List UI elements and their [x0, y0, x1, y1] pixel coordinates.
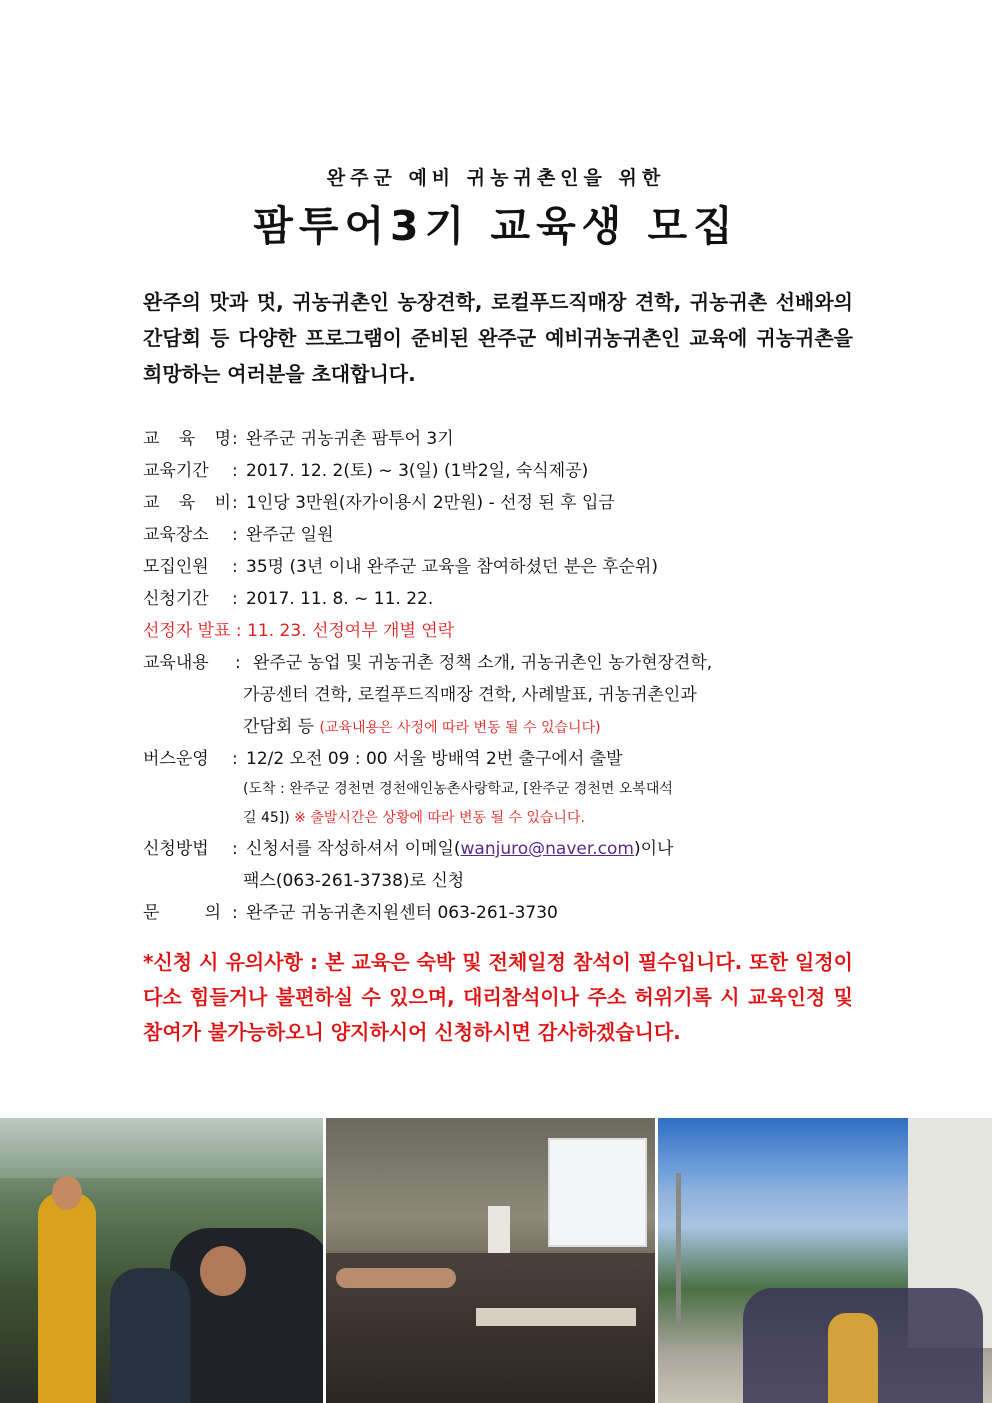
email-link[interactable]: wanjuro@naver.com [460, 839, 634, 859]
info-row-place: 교육장소 : 완주군 일원 [143, 519, 883, 551]
bus-note-2: 길 45]) ※ 출발시간은 상황에 따라 변동 될 수 있습니다. [243, 810, 585, 826]
warning-notice: *신청 시 유의사항 : 본 교육은 숙박 및 전체일정 참석이 필수입니다. 또한 일정이 다소 힘들거나 불편하실 수 있으며, 대리참석이나 주소 허위기록 시 교육인정 및 참여가 불가능하오니 양지하시어 신청하시면 감사하겠습니다. [143, 950, 853, 1044]
info-label-recruit: 모집인원 [143, 557, 209, 577]
info-label-name: 교 육 명 [143, 429, 231, 449]
info-row-contact: 문 의 : 완주군 귀농귀촌지원센터 063-261-3730 [143, 897, 883, 929]
info-value-place: 완주군 일원 [246, 525, 334, 545]
info-label-fee: 교 육 비 [143, 493, 231, 513]
info-row-recruit: 모집인원 : 35명 (3년 이내 완주군 교육을 참여하셨던 분은 후순위) [143, 551, 883, 583]
photo-greenhouse-tour [0, 1118, 323, 1403]
content-note: (교육내용은 사정에 따라 변동 될 수 있습니다) [319, 720, 601, 736]
intro-paragraph: 완주의 맛과 멋, 귀농귀촌인 농장견학, 로컬푸드직매장 견학, 귀농귀촌 선배와의 간담회 등 다양한 프로그램이 준비된 완주군 예비귀농귀촌인 교육에 귀농귀촌을 희망하는 여러분을 초대합니다. [143, 290, 853, 386]
info-value-fee: 1인당 3만원(자가이용시 2만원) - 선정 된 후 입금 [246, 493, 615, 513]
info-label-method: 신청방법 [143, 839, 209, 859]
info-value-bus: 12/2 오전 09 : 00 서울 방배역 2번 출구에서 출발 [246, 749, 623, 769]
info-row-announce: 선정자 발표 : 11. 23. 선정여부 개별 연락 [143, 621, 455, 641]
photo-strip [0, 1118, 992, 1403]
bus-note-1: (도착 : 완주군 경천면 경천애인농촌사랑학교, [완주군 경천면 오복대석 [243, 781, 673, 797]
info-row-fee: 교 육 비 : 1인당 3만원(자가이용시 2만원) - 선정 된 후 입금 [143, 487, 883, 519]
info-row-method: 신청방법 : 신청서를 작성하셔서 이메일(wanjuro@naver.com)이나 [143, 833, 883, 865]
info-row-name: 교 육 명 : 완주군 귀농귀촌 팜투어 3기 [143, 423, 883, 455]
info-value-content-3: 간담회 등 (교육내용은 사정에 따라 변동 될 수 있습니다) [243, 717, 601, 737]
info-row-period: 교육기간 : 2017. 12. 2(토) ~ 3(일) (1박2일, 숙식제공) [143, 455, 883, 487]
subtitle: 완주군 예비 귀농귀촌인을 위한 [326, 167, 666, 189]
bus-time-note: ※ 출발시간은 상황에 따라 변동 될 수 있습니다. [294, 810, 585, 826]
info-value-announce: 11. 23. 선정여부 개별 연락 [247, 621, 455, 641]
info-label-period: 교육기간 [143, 461, 209, 481]
info-value-name: 완주군 귀농귀촌 팜투어 3기 [246, 429, 454, 449]
info-label-place: 교육장소 [143, 525, 209, 545]
info-value-method-2: 팩스(063-261-3738)로 신청 [243, 871, 465, 891]
info-label-bus: 버스운영 [143, 749, 209, 769]
info-label-content: 교육내용 [143, 653, 209, 673]
photo-lecture-hall [326, 1118, 655, 1403]
info-value-apply-period: 2017. 11. 8. ~ 11. 22. [246, 589, 434, 609]
info-value-contact: 완주군 귀농귀촌지원센터 063-261-3730 [246, 903, 558, 923]
info-row-bus: 버스운영 : 12/2 오전 09 : 00 서울 방배역 2번 출구에서 출발 [143, 743, 883, 775]
info-row-apply-period: 신청기간 : 2017. 11. 8. ~ 11. 22. [143, 583, 883, 615]
info-list [143, 423, 883, 929]
info-value-method: 신청서를 작성하셔서 이메일(wanjuro@naver.com)이나 [246, 839, 674, 859]
photo-field-visit [658, 1118, 992, 1403]
info-label-announce: 선정자 발표 [143, 621, 231, 641]
info-label-apply-period: 신청기간 [143, 589, 209, 609]
page-title: 팜투어3기 교육생 모집 [253, 202, 739, 250]
info-value-content-1: 완주군 농업 및 귀농귀촌 정책 소개, 귀농귀촌인 농가현장견학, [253, 653, 713, 673]
info-value-period: 2017. 12. 2(토) ~ 3(일) (1박2일, 숙식제공) [246, 461, 589, 481]
info-row-content: 교육내용 : 완주군 농업 및 귀농귀촌 정책 소개, 귀농귀촌인 농가현장견학, [143, 647, 883, 679]
info-value-content-2: 가공센터 견학, 로컬푸드직매장 견학, 사례발표, 귀농귀촌인과 [243, 685, 697, 705]
info-label-contact: 문 의 [143, 903, 221, 923]
info-value-recruit: 35명 (3년 이내 완주군 교육을 참여하셨던 분은 후순위) [246, 557, 658, 577]
